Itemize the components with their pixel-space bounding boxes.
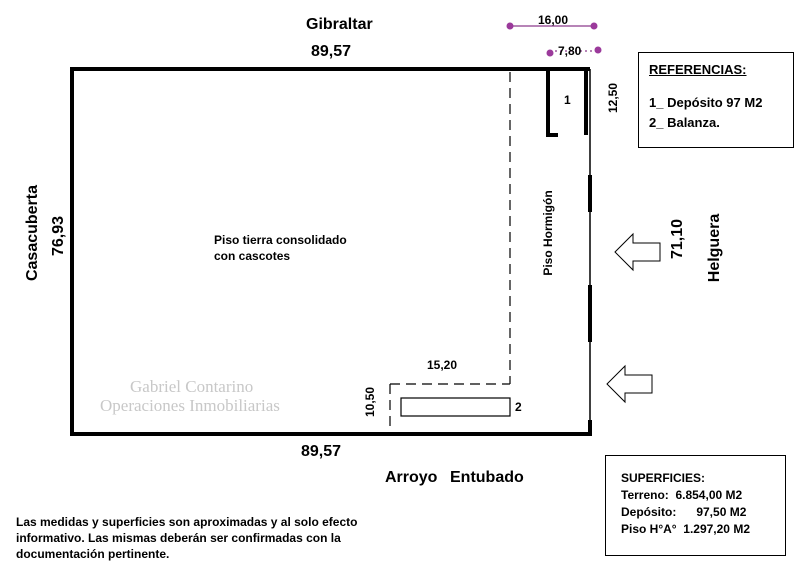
disclaimer-line2: informativo. Las mismas deberán ser confirmadas con la [16, 531, 341, 545]
disclaimer-line3: documentación pertinente. [16, 547, 170, 561]
references-box [638, 52, 794, 148]
street-left-label: Casacuberta [24, 184, 41, 282]
dimension-top-right-1: 16,00 [538, 13, 569, 27]
deposit-wall [548, 69, 558, 135]
reference-item: 1_ Depósito 97 M2 [649, 95, 763, 110]
dirt-floor-label-line1: Piso tierra consolidado [214, 233, 347, 247]
dimension-right: 71,10 [669, 218, 686, 260]
dimension-dot [507, 23, 514, 30]
surfaces-title: SUPERFICIES: [621, 471, 706, 485]
scale-number-label: 2 [515, 400, 522, 414]
watermark-line2: Operaciones Inmobiliarias [100, 396, 280, 415]
dimension-dot [591, 23, 598, 30]
deposit-number-label: 1 [564, 93, 571, 107]
concrete-floor-label: Piso Hormigón [541, 190, 555, 276]
surfaces-box [605, 455, 786, 556]
disclaimer-line1: Las medidas y superficies son aproximadas y al solo efecto [16, 515, 358, 529]
street-right-label: Helguera [706, 213, 723, 283]
watermark-line1: Gabriel Contarino [130, 377, 254, 396]
dimension-top-right-2: 7,80 [558, 44, 582, 58]
scale-rectangle [401, 398, 510, 416]
dimension-left: 76,93 [50, 215, 67, 257]
dimension-deposit-height: 12,50 [606, 82, 620, 114]
references-title: REFERENCIAS: [649, 62, 747, 77]
street-bottom-label-2: Entubado [450, 469, 524, 486]
surface-line: Depósito: 97,50 M2 [621, 505, 747, 519]
dimension-dot [547, 50, 554, 57]
access-arrow-lower [607, 366, 652, 402]
street-bottom-label-1: Arroyo [385, 469, 438, 486]
dimension-scale-width: 15,20 [427, 358, 458, 372]
dimension-bottom: 89,57 [301, 443, 342, 460]
dimension-top: 89,57 [311, 43, 352, 60]
dirt-floor-label-line2: con cascotes [214, 249, 291, 263]
access-arrow-upper [615, 234, 660, 270]
surface-line: Terreno: 6.854,00 M2 [621, 488, 743, 502]
reference-item: 2_ Balanza. [649, 115, 720, 130]
dimension-dot [595, 47, 602, 54]
surface-line: Piso H°A° 1.297,20 M2 [621, 522, 750, 536]
dimension-scale-height: 10,50 [363, 386, 377, 418]
street-top-label: Gibraltar [306, 16, 373, 33]
